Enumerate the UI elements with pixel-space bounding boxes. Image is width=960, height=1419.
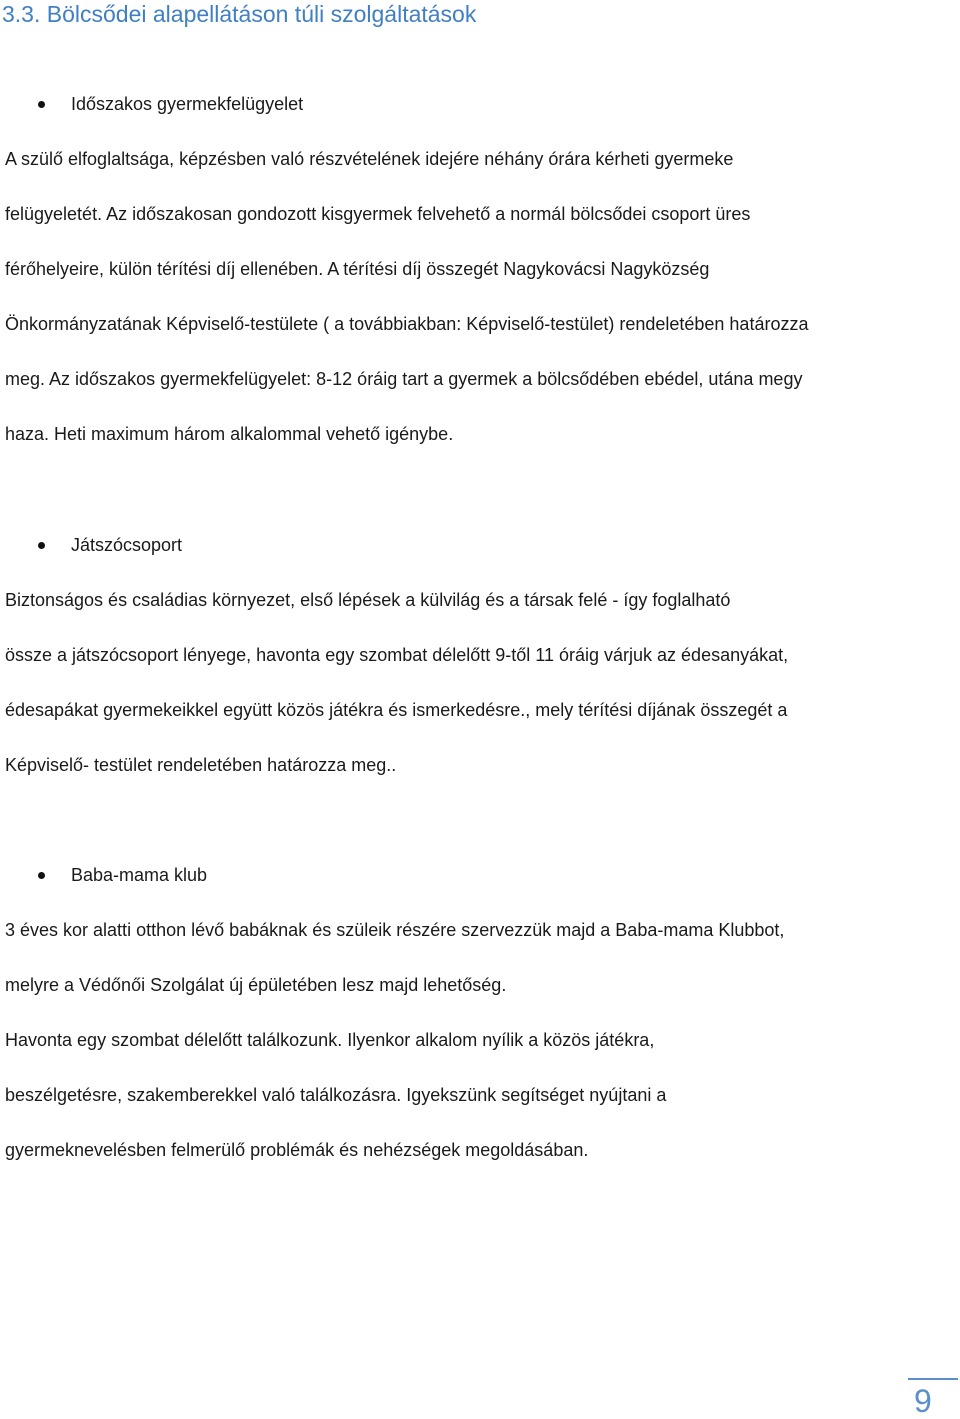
paragraph-line: Biztonságos és családias környezet, első lépések a külvilág és a társak felé - így foglalható bbox=[5, 590, 731, 610]
paragraph-line: 3 éves kor alatti otthon lévő babáknak és szüleik részére szervezzük majd a Baba-mama Klubbot, bbox=[5, 920, 785, 940]
paragraph-line: férőhelyeire, külön térítési díj ellenében. A térítési díj összegét Nagykovácsi Nagyközség bbox=[5, 259, 710, 279]
paragraph-line: Havonta egy szombat délelőtt találkozunk. Ilyenkor alkalom nyílik a közös játékra, bbox=[5, 1030, 655, 1050]
paragraph-line: A szülő elfoglaltsága, képzésben való részvételének idejére néhány órára kérheti gyermeke bbox=[5, 149, 734, 169]
paragraph-line: melyre a Védőnői Szolgálat új épületében lesz majd lehetőség. bbox=[5, 975, 507, 995]
paragraph-line: Önkormányzatának Képviselő-testülete ( a továbbiakban: Képviselő-testület) rendeletében határozza bbox=[5, 314, 809, 334]
paragraph-line: gyermeknevelésben felmerülő problémák és nehézségek megoldásában. bbox=[5, 1140, 589, 1160]
bullet-item-idoszakos bbox=[38, 92, 303, 116]
footer-rule bbox=[908, 1378, 958, 1380]
bullet-icon bbox=[38, 101, 45, 108]
page-number: 9 bbox=[914, 1383, 932, 1419]
bullet-title: Baba-mama klub bbox=[71, 864, 208, 885]
paragraph-line: haza. Heti maximum három alkalommal vehető igénybe. bbox=[5, 424, 454, 444]
bullet-item-baba-mama bbox=[38, 863, 207, 887]
paragraph-line: felügyeletét. Az időszakosan gondozott kisgyermek felvehető a normál bölcsődei csoport üres bbox=[5, 204, 751, 224]
bullet-title: Időszakos gyermekfelügyelet bbox=[71, 93, 304, 114]
bullet-title: Játszócsoport bbox=[71, 534, 183, 555]
bullet-icon bbox=[38, 872, 45, 879]
paragraph-line: beszélgetésre, szakemberekkel való találkozásra. Igyekszünk segítséget nyújtani a bbox=[5, 1085, 667, 1105]
paragraph-line: édesapákat gyermekeikkel együtt közös játékra és ismerkedésre., mely térítési díjának összegét a bbox=[5, 700, 788, 720]
bullet-icon bbox=[38, 542, 45, 549]
section-heading: 3.3. Bölcsődei alapellátáson túli szolgáltatások bbox=[2, 1, 477, 27]
paragraph-line: meg. Az időszakos gyermekfelügyelet: 8-12 óráig tart a gyermek a bölcsődében ebédel, utána megy bbox=[5, 369, 803, 389]
paragraph-line: össze a játszócsoport lényege, havonta egy szombat délelőtt 9-től 11 óráig várjuk az édesanyákat, bbox=[5, 645, 789, 665]
bullet-item-jatszocsoport bbox=[38, 533, 182, 557]
paragraph-line: Képviselő- testület rendeletében határozza meg.. bbox=[5, 755, 397, 775]
